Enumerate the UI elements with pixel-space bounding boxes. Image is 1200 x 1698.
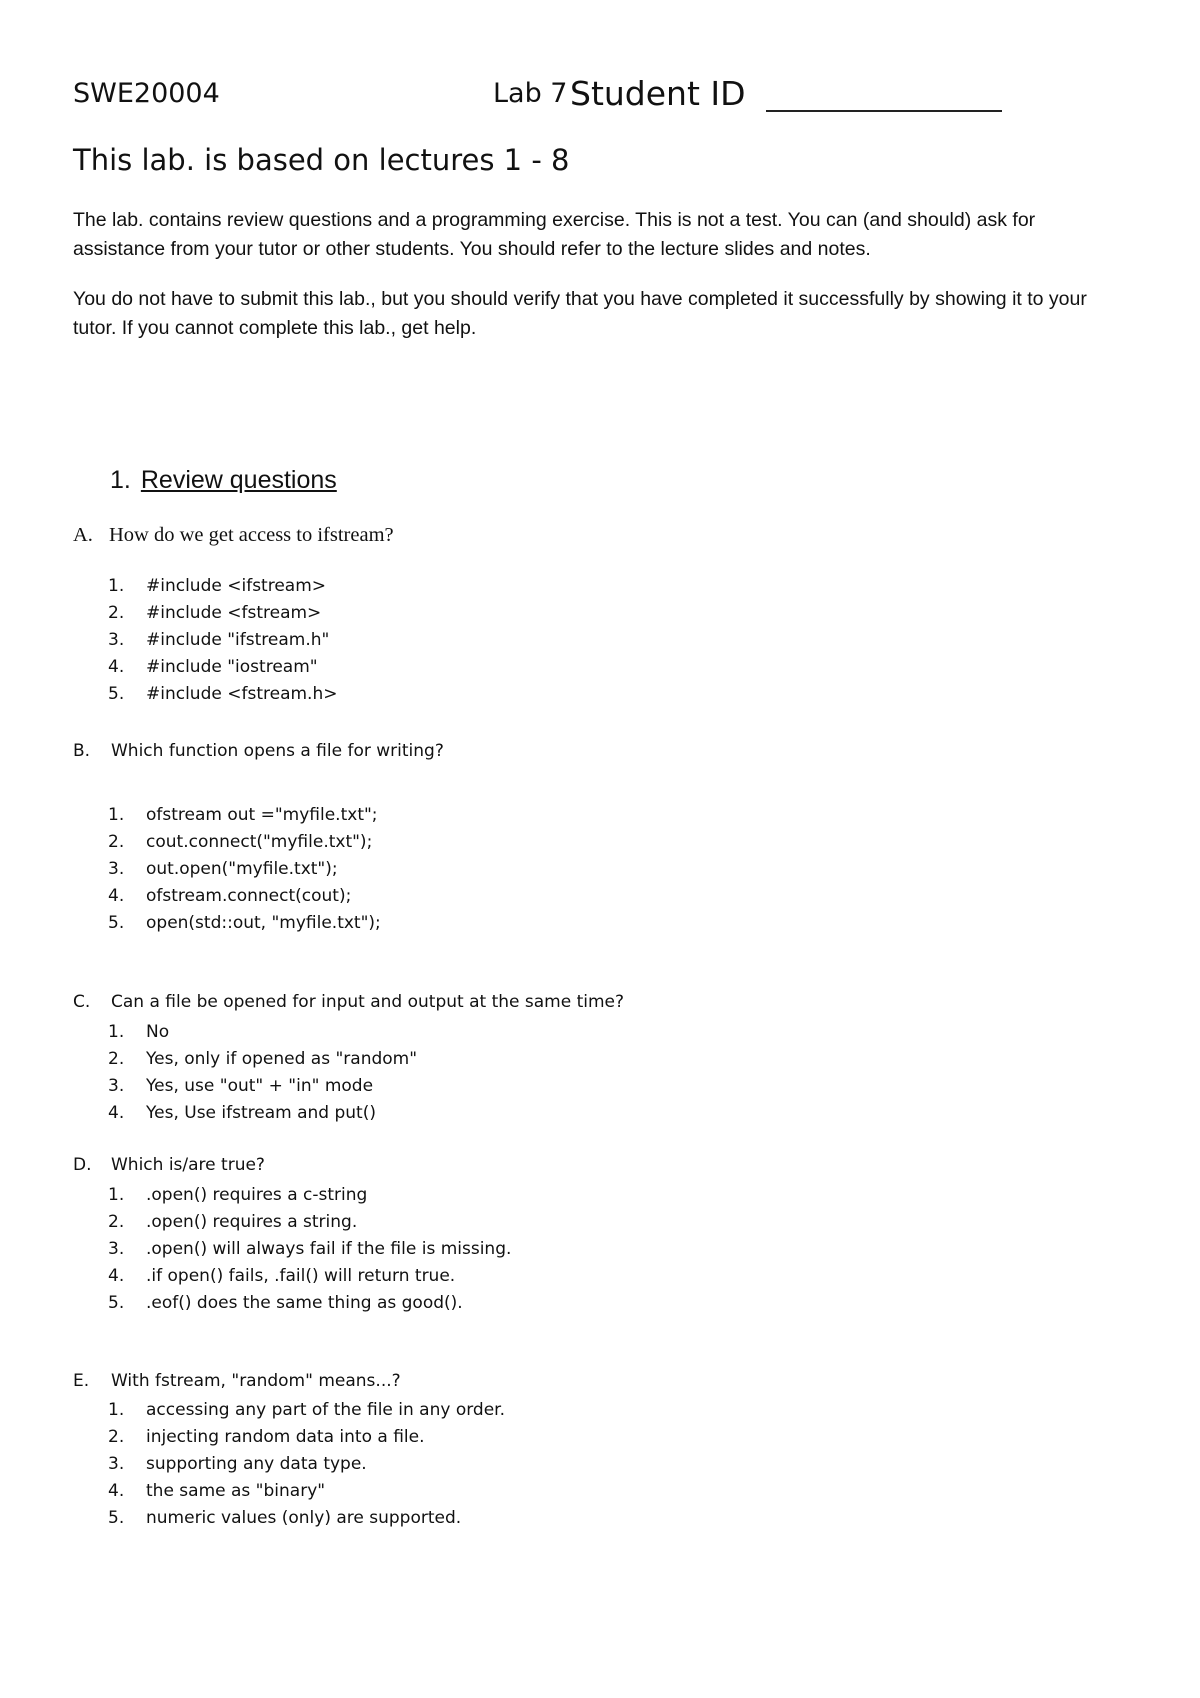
option-text: .if open() fails, .fail() will return true. [146,1266,456,1286]
question-letter: B. [73,741,91,761]
option-text: #include <fstream> [146,603,322,623]
option-text: cout.connect("myfile.txt"); [146,832,373,852]
option-number: 4. [108,1103,125,1123]
option-item [108,910,381,937]
question-letter: C. [73,992,91,1012]
option-item [108,1451,505,1478]
option-number: 2. [108,832,125,852]
option-number: 2. [108,1212,125,1232]
option-number: 3. [108,1454,125,1474]
option-number: 2. [108,1049,125,1069]
question-letter: D. [73,1155,92,1175]
option-number: 4. [108,886,125,906]
option-number: 5. [108,684,125,704]
course-code: SWE20004 [73,78,220,109]
option-number: 4. [108,657,125,677]
option-text: ofstream.connect(cout); [146,886,352,906]
option-item [108,1236,511,1263]
option-number: 3. [108,859,125,879]
question-text: How do we get access to ifstream? [109,524,394,546]
option-text: #include "ifstream.h" [146,630,330,650]
option-text: injecting random data into a file. [146,1427,425,1447]
option-number: 3. [108,1076,125,1096]
option-item [108,1263,511,1290]
option-item [108,1397,505,1424]
option-text: #include <ifstream> [146,576,327,596]
section-heading [110,466,337,495]
option-text: No [146,1022,170,1042]
option-text: numeric values (only) are supported. [146,1508,462,1528]
question-d-options [108,1182,511,1317]
intro-paragraph: You do not have to submit this lab., but you should verify that you have completed it successfully by showing it to your tutor. If you cannot complete this lab., get help. [73,288,1087,339]
option-number: 1. [108,1185,125,1205]
option-text: #include <fstream.h> [146,684,338,704]
option-number: 2. [108,603,125,623]
question-text: With fstream, "random" means...? [111,1371,401,1391]
option-item [108,829,381,856]
option-item [108,600,337,627]
option-text: Yes, Use ifstream and put() [146,1103,376,1123]
option-item [108,654,337,681]
intro-paragraph: The lab. contains review questions and a programming exercise. This is not a test. You can (and should) ask for assistance from your tutor or other students. You should refer to the lecture slides and notes. [73,209,1036,260]
option-text: Yes, use "out" + "in" mode [146,1076,374,1096]
question-a-options [108,573,337,708]
option-item [108,681,337,708]
option-text: ofstream out ="myfile.txt"; [146,805,378,825]
question-e-options [108,1397,505,1532]
option-text: accessing any part of the file in any order. [146,1400,506,1420]
option-text: .open() requires a string. [146,1212,358,1232]
question-d [73,1155,265,1175]
lab-number: Lab 7 [493,78,568,109]
option-number: 1. [108,1022,125,1042]
question-letter: E. [73,1371,90,1391]
option-number: 5. [108,1508,125,1528]
option-text: .open() will always fail if the file is missing. [146,1239,512,1259]
option-text: #include "iostream" [146,657,318,677]
question-c-options [108,1019,417,1127]
question-c [73,992,624,1012]
section-number: 1. [110,466,131,494]
student-id-blank [766,110,1002,112]
question-e [73,1371,401,1391]
question-text: Can a file be opened for input and output at the same time? [111,992,625,1012]
option-number: 5. [108,913,125,933]
option-number: 1. [108,805,125,825]
lab-subtitle: This lab. is based on lectures 1 - 8 [73,143,570,177]
option-number: 4. [108,1481,125,1501]
option-text: open(std::out, "myfile.txt"); [146,913,381,933]
option-item [108,1290,511,1317]
option-item [108,1424,505,1451]
question-b-options [108,802,381,937]
option-number: 3. [108,630,125,650]
option-text: out.open("myfile.txt"); [146,859,338,879]
option-item [108,802,381,829]
option-text: the same as "binary" [146,1481,326,1501]
page-header [73,74,1050,124]
option-text: supporting any data type. [146,1454,367,1474]
option-item [108,627,337,654]
option-item [108,1046,417,1073]
question-letter: A. [73,524,93,546]
question-text: Which is/are true? [111,1155,265,1175]
student-id-label: Student ID [570,74,746,113]
option-number: 1. [108,1400,125,1420]
option-item [108,856,381,883]
section-title: Review questions [140,466,337,494]
option-text: Yes, only if opened as "random" [146,1049,418,1069]
option-text: .open() requires a c-string [146,1185,368,1205]
option-item [108,1182,511,1209]
option-number: 3. [108,1239,125,1259]
option-item [108,573,337,600]
option-number: 4. [108,1266,125,1286]
option-item [108,1478,505,1505]
question-text: Which function opens a file for writing? [111,741,444,761]
option-text: .eof() does the same thing as good(). [146,1293,463,1313]
option-item [108,883,381,910]
question-a [73,524,394,547]
question-b [73,741,444,761]
option-number: 1. [108,576,125,596]
option-item [108,1073,417,1100]
option-number: 5. [108,1293,125,1313]
option-item [108,1100,417,1127]
option-item [108,1505,505,1532]
option-number: 2. [108,1427,125,1447]
option-item [108,1209,511,1236]
option-item [108,1019,417,1046]
